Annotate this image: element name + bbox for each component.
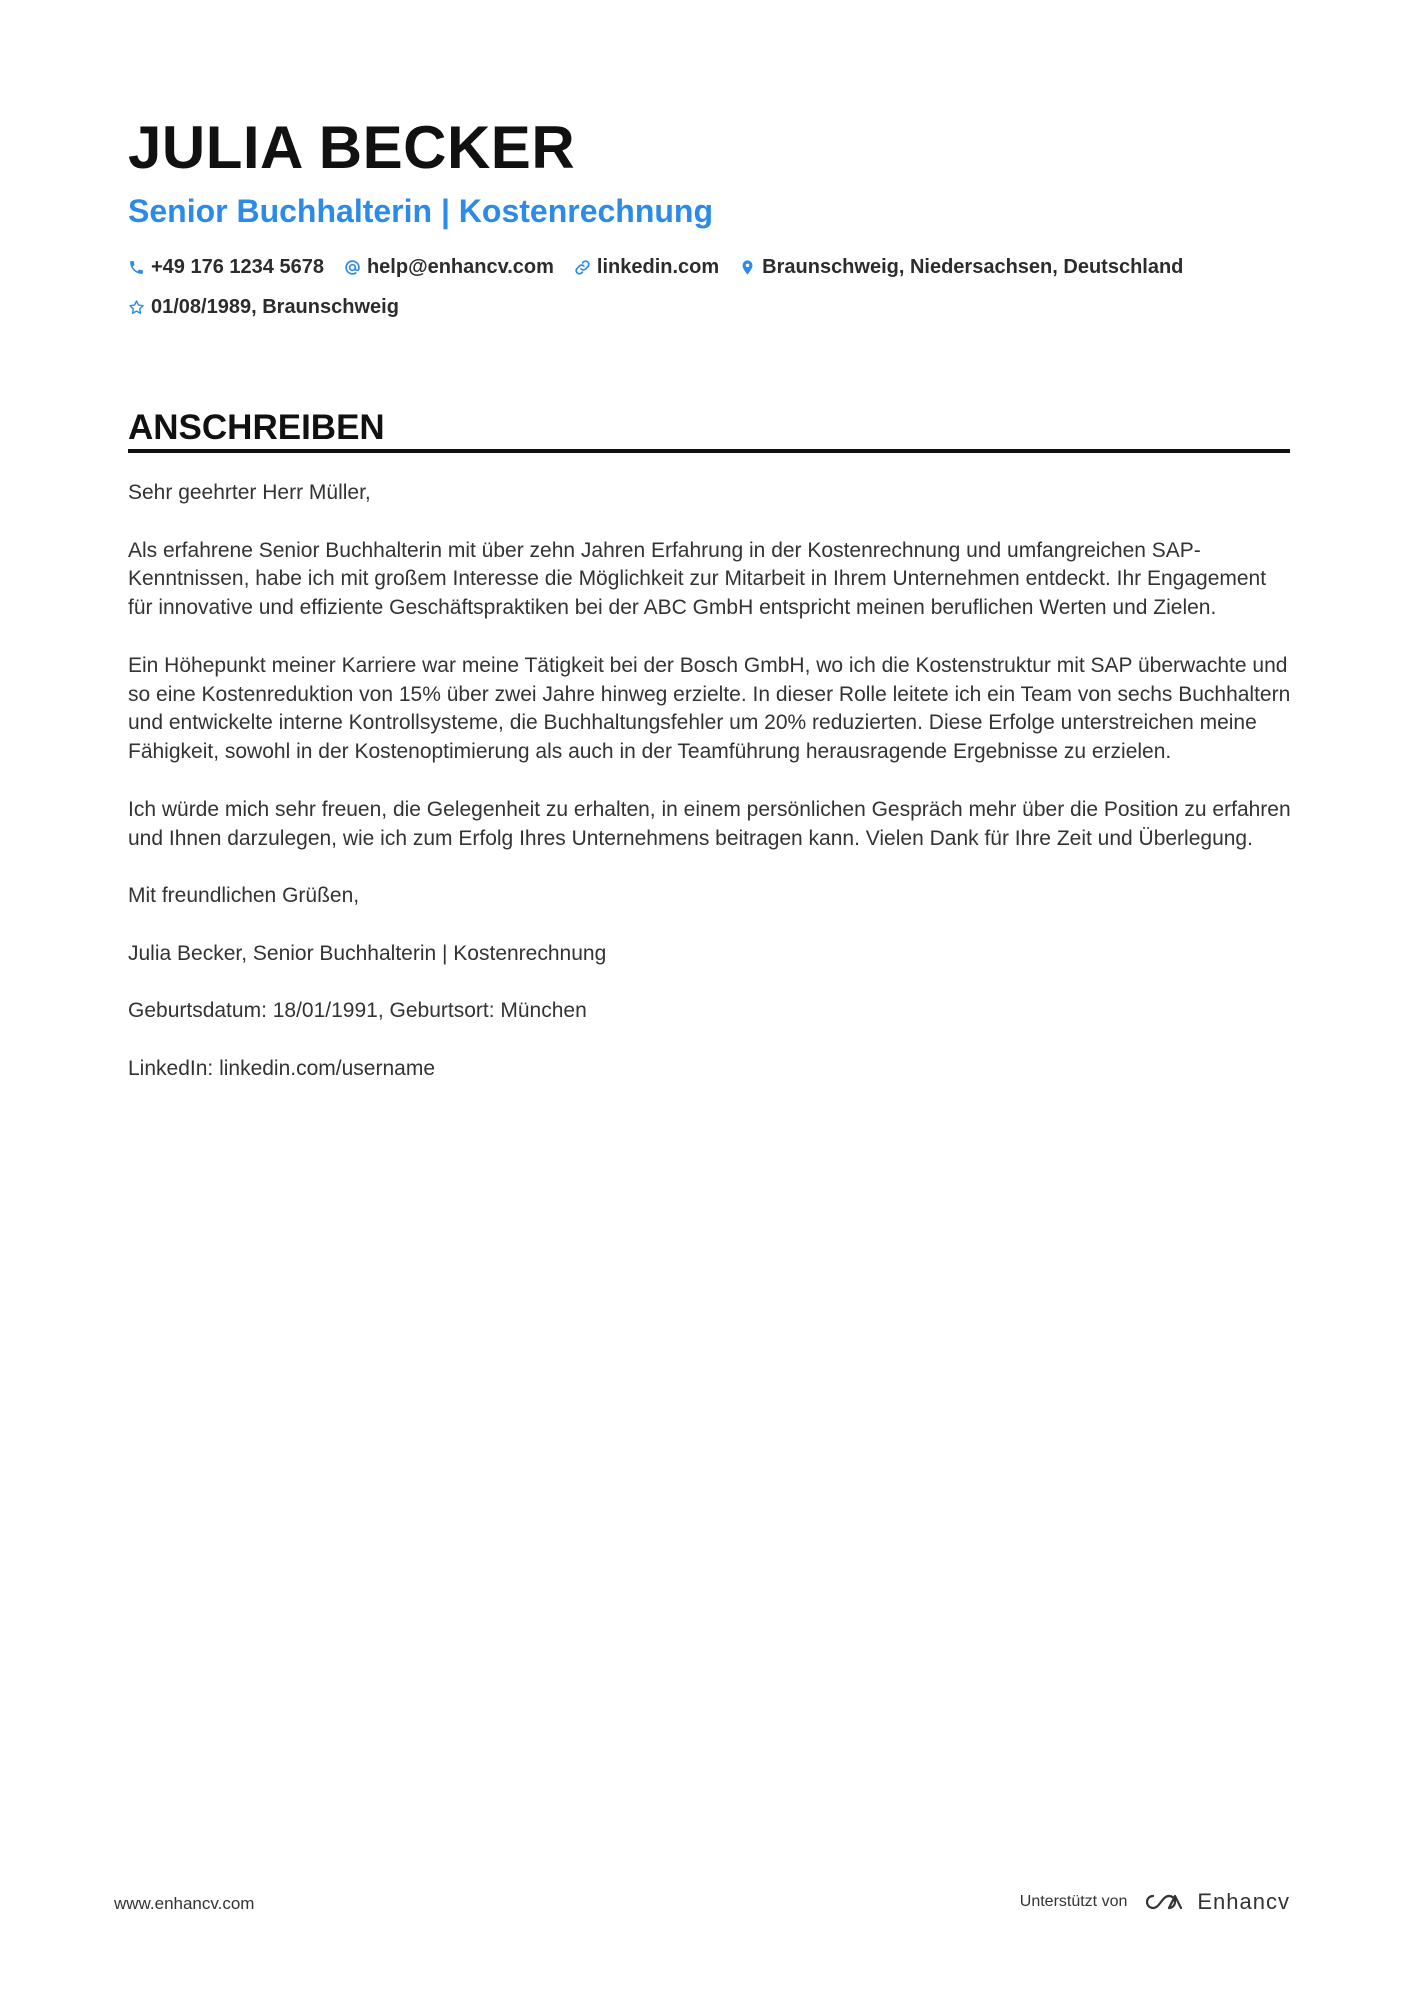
candidate-name: JULIA BECKER <box>128 114 576 181</box>
birth-text: 01/08/1989, Braunschweig <box>151 296 399 318</box>
linkedin-text: linkedin.com <box>596 256 720 278</box>
at-icon <box>344 259 361 276</box>
footer-url[interactable]: www.enhancv.com <box>114 1894 255 1913</box>
star-icon <box>128 299 145 316</box>
email-text: help@enhancv.com <box>366 256 554 278</box>
contact-email[interactable] <box>344 252 554 282</box>
salutation: Sehr geehrter Herr Müller, <box>128 481 371 504</box>
brand-name: Enhancv <box>1197 1889 1290 1914</box>
section-divider <box>128 449 1290 453</box>
section-title: ANSCHREIBEN <box>128 408 385 447</box>
paragraph-3: Ich würde mich sehr freuen, die Gelegenheit zu erhalten, in einem persönlichen Gespräch mehr über die Position zu erfahren und Ihnen darzulegen, wie ich zum Erfolg Ihres Unternehmens beitragen kann. Vielen Dank für Ihre Zeit und Überlegung. <box>128 797 1291 850</box>
job-title: Senior Buchhalterin | Kostenrechnung <box>128 193 714 229</box>
contact-phone[interactable] <box>128 252 324 282</box>
phone-text: +49 176 1234 5678 <box>151 256 324 278</box>
location-text: Braunschweig, Niedersachsen, Deutschland <box>762 256 1184 278</box>
link-icon <box>574 259 591 276</box>
contact-location <box>739 252 1183 282</box>
contact-row-2 <box>128 292 1288 322</box>
location-pin-icon <box>739 259 756 276</box>
phone-icon <box>128 259 145 276</box>
contact-linkedin[interactable] <box>574 252 719 282</box>
paragraph-1: Als erfahrene Senior Buchhalterin mit über zehn Jahren Erfahrung in der Kostenrechnung und umfangreichen SAP-Kenntnissen, habe ich mit großem Interesse die Möglichkeit zur Mitarbeit in Ihrem Unternehmen entdeckt. Ihr Engagement für innovative und effiziente Geschäftspraktiken bei der ABC GmbH entspricht meinen beruflichen Werten und Zielen. <box>128 538 1267 620</box>
signature: Julia Becker, Senior Buchhalterin | Kostenrechnung <box>128 941 607 965</box>
linkedin-line: LinkedIn: linkedin.com/username <box>128 1056 436 1080</box>
footer-brand[interactable] <box>1020 1884 1290 1920</box>
paragraph-2: Ein Höhepunkt meiner Karriere war meine Tätigkeit bei der Bosch GmbH, wo ich die Kostenstruktur mit SAP überwachte und so eine Kostenreduktion von 15% über zwei Jahre hinweg erzielte. In dieser Rolle leitete ich ein Team von sechs Buchhaltern und entwickelte interne Kontrollsysteme, die Buchhaltungsfehler um 20% reduzierten. Diese Erfolge unterstreichen meine Fähigkeit, sowohl in der Kostenoptimierung als auch in der Teamführung herausragende Ergebnisse zu erzielen. <box>128 653 1291 764</box>
powered-by-text: Unterstützt von <box>1019 1893 1128 1910</box>
enhancv-logo-icon <box>1139 1889 1185 1915</box>
closing: Mit freundlichen Grüßen, <box>128 884 360 908</box>
contact-birth <box>128 292 399 322</box>
letter-body <box>128 479 1293 1113</box>
contact-info <box>128 252 1288 332</box>
birth-info: Geburtsdatum: 18/01/1991, Geburtsort: München <box>128 999 587 1023</box>
contact-row-1 <box>128 252 1288 282</box>
